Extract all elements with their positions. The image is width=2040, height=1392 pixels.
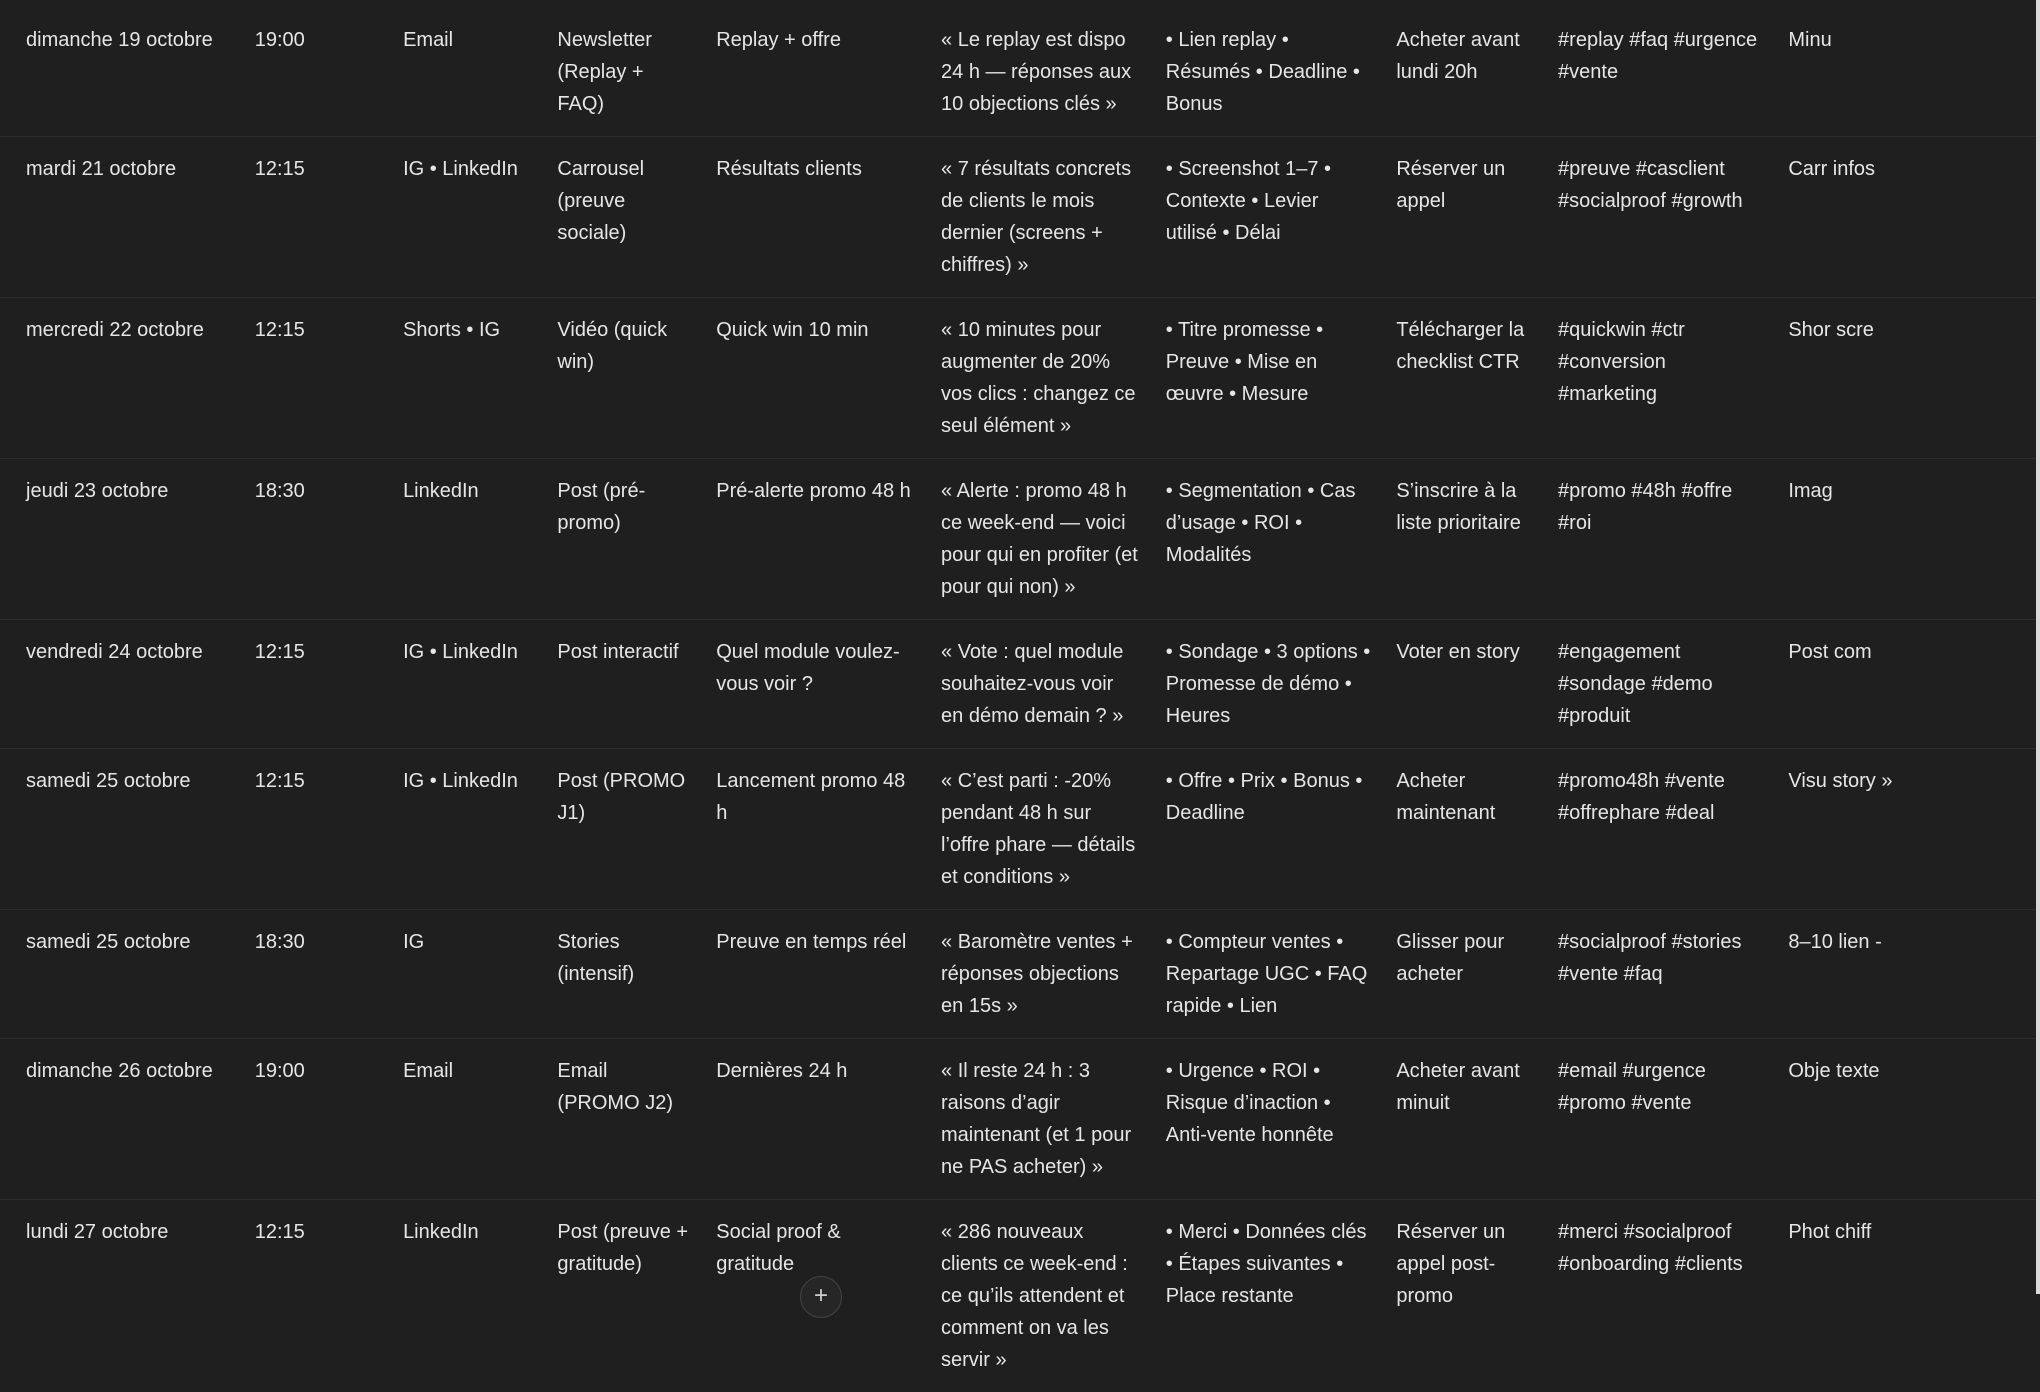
- add-row-button[interactable]: [800, 1276, 842, 1318]
- cell-hook[interactable]: « C’est parti : -20% pendant 48 h sur l’offre phare — détails et conditions »: [928, 749, 1153, 910]
- cell-visual[interactable]: 8–10 lien -: [1775, 910, 2040, 1039]
- cell-theme[interactable]: Quick win 10 min: [703, 298, 928, 459]
- cell-time[interactable]: 12:15: [242, 749, 390, 910]
- cell-theme[interactable]: Preuve en temps réel: [703, 910, 928, 1039]
- cell-cta[interactable]: Réserver un appel post-promo: [1383, 1200, 1545, 1392]
- cell-visual[interactable]: Shor scre: [1775, 298, 2040, 459]
- cell-channel[interactable]: LinkedIn: [390, 459, 544, 620]
- cell-format[interactable]: Stories (intensif): [544, 910, 703, 1039]
- cell-hook[interactable]: « 10 minutes pour augmenter de 20% vos clics : changez ce seul élément »: [928, 298, 1153, 459]
- cell-time[interactable]: 12:15: [242, 137, 390, 298]
- cell-cta[interactable]: Voter en story: [1383, 620, 1545, 749]
- cell-theme[interactable]: Résultats clients: [703, 137, 928, 298]
- cell-date[interactable]: lundi 27 octobre: [0, 1200, 242, 1392]
- cell-date[interactable]: mercredi 22 octobre: [0, 298, 242, 459]
- calendar-table-body: [0, 8, 2040, 1392]
- table-row[interactable]: [0, 8, 2040, 137]
- cell-visual[interactable]: Visu story »: [1775, 749, 2040, 910]
- cell-hook[interactable]: « Vote : quel module souhaitez-vous voir en démo demain ? »: [928, 620, 1153, 749]
- cell-hook[interactable]: « 286 nouveaux clients ce week-end : ce qu’ils attendent et comment on va les servir »: [928, 1200, 1153, 1392]
- cell-hashtags[interactable]: #socialproof #stories #vente #faq: [1545, 910, 1775, 1039]
- cell-visual[interactable]: Post com: [1775, 620, 2040, 749]
- cell-cta[interactable]: S’inscrire à la liste prioritaire: [1383, 459, 1545, 620]
- cell-cta[interactable]: Réserver un appel: [1383, 137, 1545, 298]
- cell-theme[interactable]: Lancement promo 48 h: [703, 749, 928, 910]
- cell-channel[interactable]: Shorts • IG: [390, 298, 544, 459]
- cell-hashtags[interactable]: #engagement #sondage #demo #produit: [1545, 620, 1775, 749]
- cell-format[interactable]: Post (PROMO J1): [544, 749, 703, 910]
- cell-visual[interactable]: Phot chiff: [1775, 1200, 2040, 1392]
- cell-channel[interactable]: IG • LinkedIn: [390, 620, 544, 749]
- cell-hook[interactable]: « Alerte : promo 48 h ce week-end — voici pour qui en profiter (et pour qui non) »: [928, 459, 1153, 620]
- cell-date[interactable]: dimanche 19 octobre: [0, 8, 242, 137]
- cell-theme[interactable]: Pré-alerte promo 48 h: [703, 459, 928, 620]
- cell-visual[interactable]: Obje texte: [1775, 1039, 2040, 1200]
- cell-theme[interactable]: Replay + offre: [703, 8, 928, 137]
- cell-visual[interactable]: Imag: [1775, 459, 2040, 620]
- cell-hashtags[interactable]: #replay #faq #urgence #vente: [1545, 8, 1775, 137]
- cell-channel[interactable]: LinkedIn: [390, 1200, 544, 1392]
- cell-channel[interactable]: IG • LinkedIn: [390, 749, 544, 910]
- table-row[interactable]: [0, 910, 2040, 1039]
- table-row[interactable]: [0, 749, 2040, 910]
- cell-date[interactable]: samedi 25 octobre: [0, 749, 242, 910]
- table-row[interactable]: [0, 137, 2040, 298]
- cell-channel[interactable]: IG • LinkedIn: [390, 137, 544, 298]
- cell-date[interactable]: mardi 21 octobre: [0, 137, 242, 298]
- cell-time[interactable]: 12:15: [242, 298, 390, 459]
- cell-cta[interactable]: Acheter maintenant: [1383, 749, 1545, 910]
- cell-hashtags[interactable]: #promo48h #vente #offrephare #deal: [1545, 749, 1775, 910]
- cell-date[interactable]: vendredi 24 octobre: [0, 620, 242, 749]
- plus-icon: +: [814, 1282, 828, 1309]
- cell-cta[interactable]: Acheter avant minuit: [1383, 1039, 1545, 1200]
- cell-time[interactable]: 12:15: [242, 620, 390, 749]
- cell-theme[interactable]: Quel module voulez-vous voir ?: [703, 620, 928, 749]
- cell-channel[interactable]: Email: [390, 1039, 544, 1200]
- cell-cta[interactable]: Acheter avant lundi 20h: [1383, 8, 1545, 137]
- cell-time[interactable]: 19:00: [242, 8, 390, 137]
- cell-hashtags[interactable]: #preuve #casclient #socialproof #growth: [1545, 137, 1775, 298]
- table-row[interactable]: [0, 1039, 2040, 1200]
- cell-time[interactable]: 18:30: [242, 910, 390, 1039]
- cell-channel[interactable]: Email: [390, 8, 544, 137]
- cell-format[interactable]: Vidéo (quick win): [544, 298, 703, 459]
- cell-format[interactable]: Post (pré-promo): [544, 459, 703, 620]
- cell-structure[interactable]: • Titre promesse • Preuve • Mise en œuvre • Mesure: [1153, 298, 1384, 459]
- cell-format[interactable]: Post interactif: [544, 620, 703, 749]
- cell-hook[interactable]: « Baromètre ventes + réponses objections en 15s »: [928, 910, 1153, 1039]
- cell-structure[interactable]: • Sondage • 3 options • Promesse de démo • Heures: [1153, 620, 1384, 749]
- cell-format[interactable]: Email (PROMO J2): [544, 1039, 703, 1200]
- cell-structure[interactable]: • Offre • Prix • Bonus • Deadline: [1153, 749, 1384, 910]
- cell-structure[interactable]: • Screenshot 1–7 • Contexte • Levier utilisé • Délai: [1153, 137, 1384, 298]
- cell-time[interactable]: 18:30: [242, 459, 390, 620]
- cell-hook[interactable]: « 7 résultats concrets de clients le mois dernier (screens + chiffres) »: [928, 137, 1153, 298]
- cell-theme[interactable]: Dernières 24 h: [703, 1039, 928, 1200]
- cell-visual[interactable]: Carr infos: [1775, 137, 2040, 298]
- cell-format[interactable]: Post (preuve + gratitude): [544, 1200, 703, 1392]
- cell-cta[interactable]: Glisser pour acheter: [1383, 910, 1545, 1039]
- cell-hook[interactable]: « Il reste 24 h : 3 raisons d’agir maintenant (et 1 pour ne PAS acheter) »: [928, 1039, 1153, 1200]
- cell-time[interactable]: 19:00: [242, 1039, 390, 1200]
- cell-structure[interactable]: • Lien replay • Résumés • Deadline • Bonus: [1153, 8, 1384, 137]
- cell-hashtags[interactable]: #promo #48h #offre #roi: [1545, 459, 1775, 620]
- cell-hashtags[interactable]: #email #urgence #promo #vente: [1545, 1039, 1775, 1200]
- calendar-table: [0, 8, 2040, 1392]
- cell-structure[interactable]: • Urgence • ROI • Risque d’inaction • Anti-vente honnête: [1153, 1039, 1384, 1200]
- cell-structure[interactable]: • Compteur ventes • Repartage UGC • FAQ rapide • Lien: [1153, 910, 1384, 1039]
- cell-format[interactable]: Carrousel (preuve sociale): [544, 137, 703, 298]
- cell-date[interactable]: dimanche 26 octobre: [0, 1039, 242, 1200]
- table-row[interactable]: [0, 620, 2040, 749]
- cell-structure[interactable]: • Merci • Données clés • Étapes suivantes • Place restante: [1153, 1200, 1384, 1392]
- vertical-scrollbar[interactable]: [2036, 0, 2040, 1294]
- cell-structure[interactable]: • Segmentation • Cas d’usage • ROI • Modalités: [1153, 459, 1384, 620]
- cell-hashtags[interactable]: #quickwin #ctr #conversion #marketing: [1545, 298, 1775, 459]
- cell-visual[interactable]: Minu: [1775, 8, 2040, 137]
- cell-channel[interactable]: IG: [390, 910, 544, 1039]
- cell-hashtags[interactable]: #merci #socialproof #onboarding #clients: [1545, 1200, 1775, 1392]
- cell-time[interactable]: 12:15: [242, 1200, 390, 1392]
- table-row[interactable]: [0, 459, 2040, 620]
- cell-format[interactable]: Newsletter (Replay + FAQ): [544, 8, 703, 137]
- cell-hook[interactable]: « Le replay est dispo 24 h — réponses aux 10 objections clés »: [928, 8, 1153, 137]
- cell-date[interactable]: jeudi 23 octobre: [0, 459, 242, 620]
- cell-date[interactable]: samedi 25 octobre: [0, 910, 242, 1039]
- cell-theme[interactable]: Social proof & gratitude: [703, 1200, 928, 1392]
- table-row[interactable]: [0, 1200, 2040, 1392]
- cell-cta[interactable]: Télécharger la checklist CTR: [1383, 298, 1545, 459]
- table-row[interactable]: [0, 298, 2040, 459]
